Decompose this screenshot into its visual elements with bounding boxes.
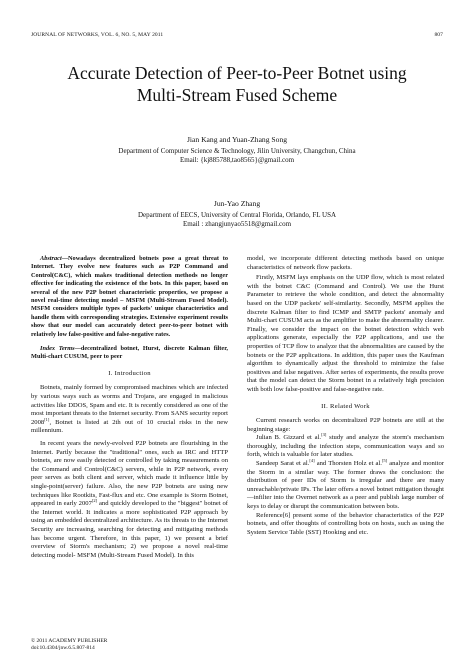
abstract-text: —Nowadays decentralized botnets pose a great threat to Internet. They evolve new features such as P2P Command and Control(C&C), which makes traditional detection methods no longer effective for indicating the existence of the bots. In this paper, based on several of the new P2P botnet characteristic properties, we propose a novel real-time detecting model – MSFM (Multi-Stream Fused Model). MSFM considers multiple types of packets' unique characteristics and handle them with corresponding strategies. Extensive experiment results show that our model can accurately detect peer-to-peer botnet with relatively low false-positive and false-negative rates.: [31, 255, 228, 338]
copyright: © 2011 ACADEMY PUBLISHER: [31, 638, 108, 644]
section-heading: II. Related Work: [321, 402, 370, 410]
citation: [1]: [44, 416, 50, 422]
paragraph: [31, 440, 228, 560]
page-footer: [31, 638, 107, 652]
paragraph-text: analyze and monitor the Storm in a similar way. The former draws the conclusion: the distribution of peer IDs of Storm is irregular and there are many unreachable/private IPs. The later offers a novel botnet mitigation thought—infilter into the Overnet network as a peer and publish large number of keys to delay or disrupt the communication between bots.: [247, 460, 444, 511]
author-email: Email: {kj885788,tao8565}@gmail.com: [179, 156, 295, 164]
paragraph: [247, 434, 444, 460]
journal-name: JOURNAL OF NETWORKS, VOL. 6, NO. 5, MAY 2011: [31, 32, 164, 38]
title-line-1: Accurate Detection of Peer-to-Peer Botnet using: [67, 63, 407, 83]
paragraph-text: Botnets, mainly formed by compromised machines which are infected by various ways such as worms and Trojans, are engaged in malicious activities like DDOS, Spam and etc. It is recently considered as one of the most important threats to the Internet security. From SANS security report 2008: [31, 384, 228, 426]
author-names: Jian Kang and Yuan-Zhang Song: [186, 135, 288, 144]
author-affiliation: Department of Computer Science & Technology, Jilin University, Changchun, China: [118, 146, 356, 155]
paper-title: [0, 62, 474, 106]
paragraph-text: Julian B. Gizzard et al.: [256, 434, 322, 442]
citation: [5]: [381, 457, 388, 463]
paragraph: Current research works on decentralized P2P botnets are still at the beginning stage:: [247, 417, 444, 433]
index-terms-label: Index Terms: [40, 345, 75, 353]
abstract-label: Abstract: [40, 255, 62, 262]
paragraph-text: and quickly developed to the "biggest" botnet of the Internet world. It indicates a more sophisticated P2P approach by using an embedded decentralized architecture. As its threats to the Internet Security are increasing, searching for detecting and mitigating methods has become urgent. Therefore, in this paper, 1) we present a brief overview of Storm's mechanism; 2) we propose a novel real-time detecting model- MSFM (Multi-Stream Fused Model). In this: [31, 500, 229, 559]
paragraph: model, we incorporate different detecting methods based on unique characteristics of network flow packets.: [247, 255, 444, 271]
citation: [2]: [91, 498, 98, 503]
index-terms: [31, 345, 228, 362]
paragraph: Firstly, MSFM lays emphasis on the UDP flow, which is most related with the botnet C&C (Command and Control). We use the Hurst Parameter to retrieve the whole condition, and detect the abnormality based on the UDP packets' self-similarity. Secondly, MSFM applies the discrete Kalman filter to find ICMP and SMTP packets' anomaly and Multi-chart CUSUM acts as the amplifier to make the abnormality clearer. Finally, we consider the impact on the botnet detection which web applications generate, especially the P2P applications, and use the properties of TCP flow to analyze that the abnormalities are caused by the botnets or the P2P applications. In addition, this paper uses the Kaufman algorithm to dynamically adjust the threshold to minimize the false positives and false negatives. After series of experiments, the results prove that the model can detect the Storm botnet in a relatively high precision with both low false-positive and false-negative rate.: [247, 274, 444, 393]
page-number: 807: [434, 32, 443, 38]
author-names: Jun-Yao Zhang: [213, 199, 261, 208]
title-line-2: Multi-Stream Fused Scheme: [136, 85, 338, 105]
citation: [4]: [309, 457, 315, 463]
paragraph-text: and Thorsten Holz et al.: [314, 460, 382, 468]
abstract: [31, 255, 228, 339]
paragraph-text: , Botnet is listed at 2th out of 10 crucial risks in the new millennium.: [31, 418, 228, 435]
paragraph: [31, 384, 228, 436]
citation: [3]: [321, 432, 327, 438]
doi: doi:10.4304/jnw.6.5.807-814: [31, 645, 95, 651]
paragraph-text: In recent years the newly-evolved P2P botnets are flourishing in the Internet. Partly because the "traditional" ones, such as IRC and HTTP botnets, are now easily detected or controlled by taking measurements on the Command and Control(C&C) servers, while in P2P network, every peer serves as both client and server, which made it influence little by single-point(server) failure. Also, the new P2P botnets are using new techniques like Rootkits, Fast-flux and etc. One example is Storm Botnet, appeared in early 2007: [31, 440, 228, 508]
author-block-1: [0, 135, 474, 166]
index-terms-text: —decentralized botnet, Hurst, discrete Kalman filter, Multi-chart CUSUM, peer to peer: [31, 345, 228, 361]
running-header: [31, 32, 443, 38]
paragraph-text: study and analyze the storm's mechanism thoroughly, including the infection steps, communication ways and so forth, which is valuable for later studies.: [247, 434, 444, 459]
right-column: [247, 255, 444, 537]
left-column: [31, 255, 228, 560]
author-affiliation: Department of EECS, University of Central Florida, Orlando, FL USA: [137, 210, 337, 219]
author-email: Email : zhangjunyao5518@gmail.com: [182, 220, 292, 228]
paragraph: [247, 457, 444, 512]
paragraph-text: Sandeep Sarat et al.: [256, 460, 310, 468]
section-heading: I. Introduction: [108, 369, 151, 377]
paragraph: Reference[6] present some of the behavior characteristics of the P2P botnets, and offer thoughts of controlling bots on hosts, such as using the System Service Table (SST) Hooking and etc.: [247, 511, 444, 536]
author-block-2: [0, 199, 474, 230]
